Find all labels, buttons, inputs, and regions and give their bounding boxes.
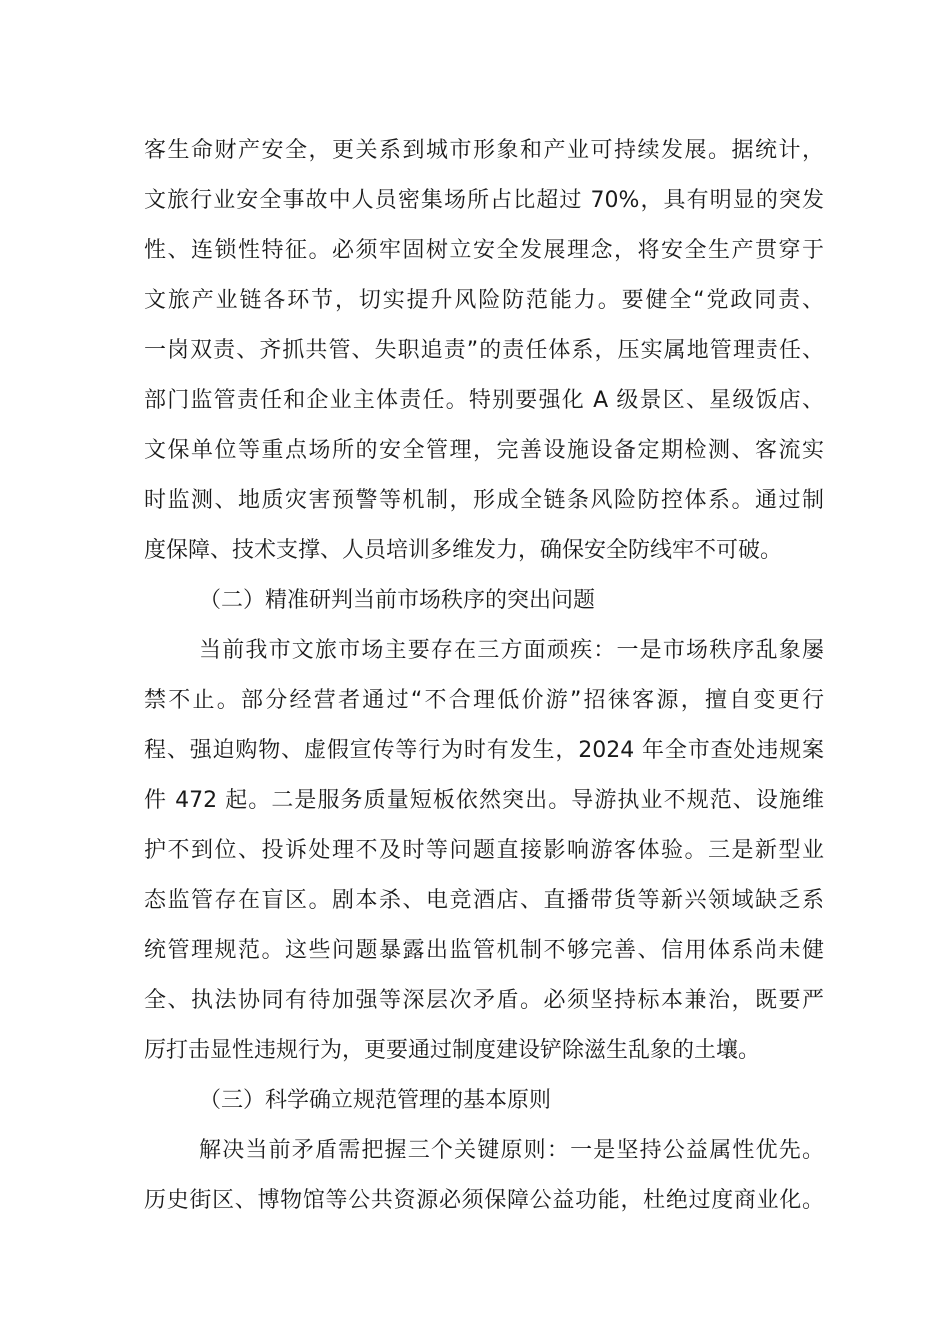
- text-line: 文保单位等重点场所的安全管理，完善设施设备定期检测、客流实: [144, 438, 824, 463]
- text-line: 部门监管责任和企业主体责任。特别要强化 A 级景区、星级饭店、: [144, 388, 824, 413]
- text-line: 厉打击显性违规行为，更要通过制度建设铲除滋生乱象的土壤。: [144, 1038, 761, 1063]
- section-heading: （二）精准研判当前市场秩序的突出问题: [199, 588, 596, 613]
- text-line: 全、执法协同有待加强等深层次矛盾。必须坚持标本兼治，既要严: [144, 988, 824, 1013]
- text-line: 件 472 起。二是服务质量短板依然突出。导游执业不规范、设施维: [144, 788, 824, 813]
- text-line: 文旅产业链各环节，切实提升风险防范能力。要健全“党政同责、: [144, 288, 824, 313]
- text-line: 历史街区、博物馆等公共资源必须保障公益功能，杜绝过度商业化。: [144, 1188, 824, 1213]
- text-line: 解决当前矛盾需把握三个关键原则：一是坚持公益属性优先。: [199, 1138, 824, 1163]
- text-line: 度保障、技术支撑、人员培训多维发力，确保安全防线牢不可破。: [144, 538, 783, 563]
- text-line: 一岗双责、齐抓共管、失职追责”的责任体系，压实属地管理责任、: [144, 338, 824, 363]
- text-line: 性、连锁性特征。必须牢固树立安全发展理念，将安全生产贯穿于: [144, 238, 824, 263]
- text-line: 程、强迫购物、虚假宣传等行为时有发生，2024 年全市查处违规案: [144, 738, 824, 763]
- text-line: 统管理规范。这些问题暴露出监管机制不够完善、信用体系尚未健: [144, 938, 824, 963]
- text-line: 时监测、地质灾害预警等机制，形成全链条风险防控体系。通过制: [144, 488, 824, 513]
- section-heading: （三）科学确立规范管理的基本原则: [199, 1088, 552, 1113]
- text-line: 当前我市文旅市场主要存在三方面顽疾：一是市场秩序乱象屡: [199, 638, 824, 663]
- text-line: 护不到位、投诉处理不及时等问题直接影响游客体验。三是新型业: [144, 838, 824, 863]
- text-line: 态监管存在盲区。剧本杀、电竞酒店、直播带货等新兴领域缺乏系: [144, 888, 824, 913]
- text-line: 客生命财产安全，更关系到城市形象和产业可持续发展。据统计，: [144, 138, 824, 163]
- text-line: 禁不止。部分经营者通过“不合理低价游”招徕客源，擅自变更行: [144, 688, 824, 713]
- text-line: 文旅行业安全事故中人员密集场所占比超过 70%，具有明显的突发: [144, 188, 824, 213]
